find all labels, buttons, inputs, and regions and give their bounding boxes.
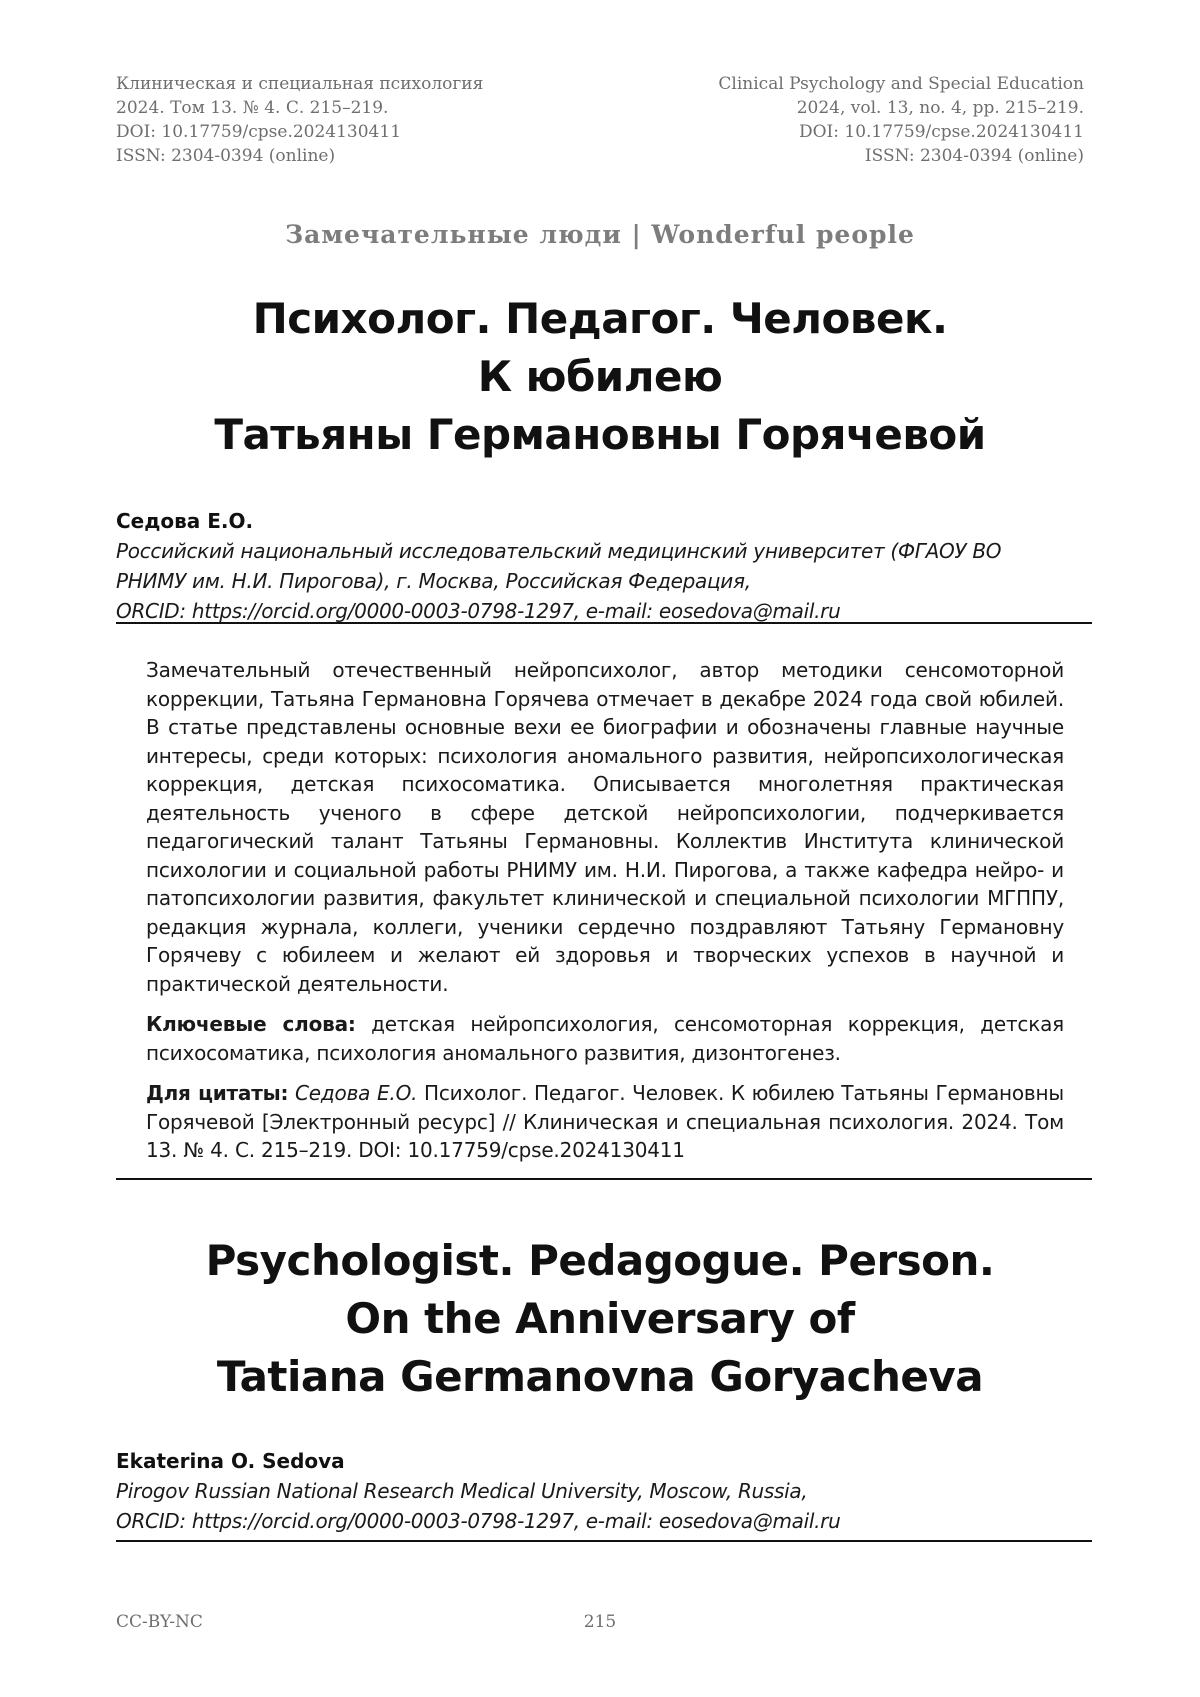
section-tag: Замечательные люди | Wonderful people	[285, 220, 915, 249]
citation-author: Седова Е.О.	[295, 1081, 418, 1105]
title-line: On the Anniversary of	[345, 1294, 855, 1343]
citation	[146, 1079, 1064, 1165]
divider	[116, 1540, 1092, 1542]
keywords	[146, 1010, 1064, 1067]
abstract-text: Замечательный отечественный нейропсихолог, автор методики сенсомоторной коррекции, Татьяна Германовна Горячева отмечает в декабре 2024 года свой юбилей. В статье представлены основные вехи ее биографии и обозначены главные научные интересы, среди которых: психология аномального развития, нейропсихологическая коррекция, детская психосоматика. Описывается многолетняя практическая деятельность ученого в сфере детской нейропсихологии, подчеркивается педагогический талант Татьяны Германовны. Коллектив Института клинической психологии и социальной работы РНИМУ им. Н.И. Пирогова, а также кафедра нейро- и патопсихологии развития, факультет клинической и специальной психологии МГППУ, редакция журнала, коллеги, ученики сердечно поздравляют Татьяну Германовну Горячеву с юбилеем и желают ей здоровья и творческих успехов в научной и практической деятельности.	[146, 658, 1064, 996]
abstract-block	[146, 656, 1064, 1177]
author-affiliation-line: РНИМУ им. Н.И. Пирогова), г. Москва, Российская Федерация,	[116, 569, 751, 593]
header-right-line: Clinical Psychology and Special Education	[718, 74, 1084, 94]
divider	[116, 622, 1092, 624]
citation-text: Психолог. Педагог. Человек. К юбилею Татьяны Германовны Горячевой [Электронный ресурс] // Клиническая и специальная психология. 2024. Том 13. № 4. С. 215–219. DOI: 10.17759/cpse.2024130411	[146, 1081, 1064, 1162]
title-line: Tatiana Germanovna Goryacheva	[216, 1352, 984, 1401]
running-header	[116, 72, 1084, 168]
keywords-text: детская нейропсихология, сенсомоторная коррекция, детская психосоматика, психология аномального развития, дизонтогенез.	[146, 1012, 1064, 1065]
citation-label: Для цитаты:	[146, 1081, 289, 1105]
header-right-line: DOI: 10.17759/cpse.2024130411	[798, 122, 1084, 142]
title-line: Татьяны Германовны Горячевой	[214, 410, 986, 459]
page-number: 215	[583, 1612, 617, 1632]
author-block-ru	[116, 506, 1092, 626]
article-title-ru	[0, 290, 1200, 464]
author-name: Седова Е.О.	[116, 509, 254, 533]
author-affiliation-line: Pirogov Russian National Research Medical University, Moscow, Russia,	[116, 1479, 808, 1503]
author-contact-line: ORCID: https://orcid.org/0000-0003-0798-1297, e-mail: eosedova@mail.ru	[116, 599, 841, 623]
header-right-line: 2024, vol. 13, no. 4, pp. 215–219.	[796, 98, 1084, 118]
divider	[116, 1178, 1092, 1180]
title-line: Psychologist. Pedagogue. Person.	[205, 1236, 995, 1285]
author-contact-line: ORCID: https://orcid.org/0000-0003-0798-1297, e-mail: eosedova@mail.ru	[116, 1509, 841, 1533]
header-right-line: ISSN: 2304-0394 (online)	[864, 146, 1084, 166]
header-journal-ru	[116, 72, 483, 168]
article-title-en	[0, 1232, 1200, 1406]
title-line: К юбилею	[477, 352, 723, 401]
header-left-line: ISSN: 2304-0394 (online)	[116, 146, 336, 166]
author-name: Ekaterina O. Sedova	[116, 1449, 345, 1473]
header-left-line: DOI: 10.17759/cpse.2024130411	[116, 122, 402, 142]
header-journal-en	[718, 72, 1084, 168]
header-left-line: 2024. Том 13. № 4. С. 215–219.	[116, 98, 389, 118]
license-label: CC-BY-NC	[116, 1612, 203, 1632]
keywords-label: Ключевые слова:	[146, 1012, 356, 1036]
author-block-en	[116, 1446, 1092, 1536]
title-line: Психолог. Педагог. Человек.	[252, 294, 948, 343]
author-affiliation-line: Российский национальный исследовательский медицинский университет (ФГАОУ ВО	[116, 539, 1002, 563]
header-left-line: Клиническая и специальная психология	[116, 74, 484, 94]
